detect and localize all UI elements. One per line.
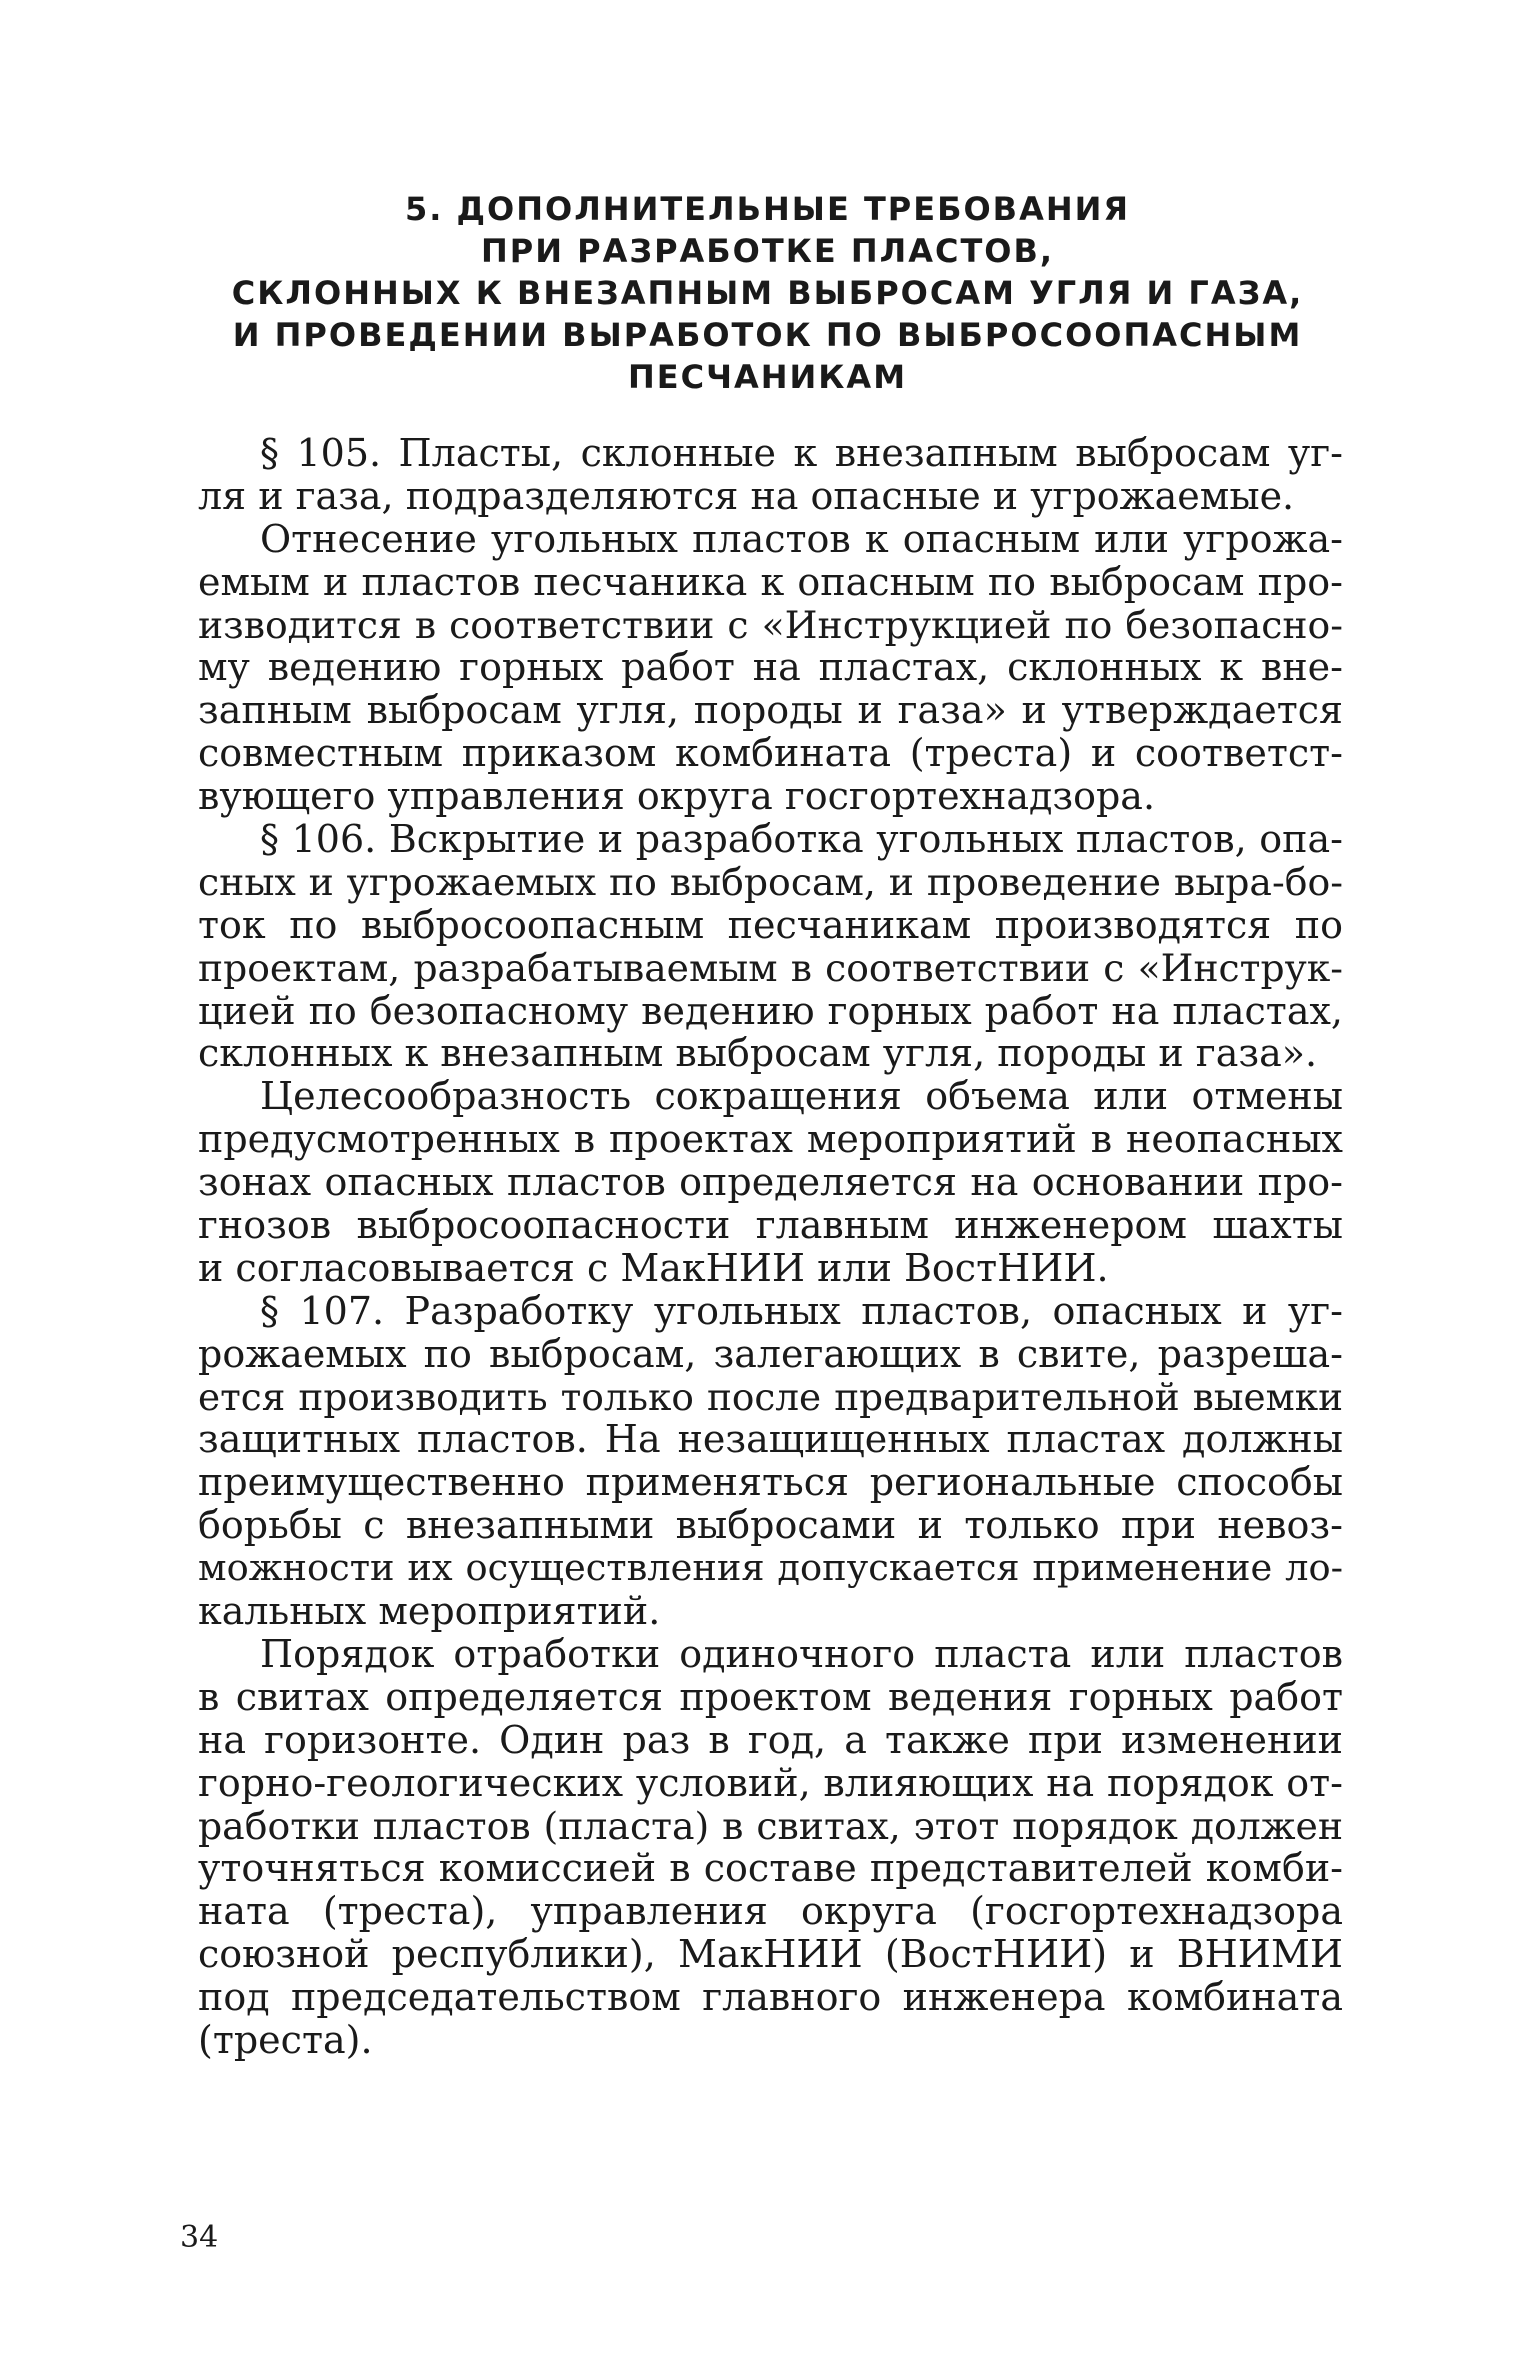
paragraph-classification-line: емым и пластов песчаника к опасным по выбросам про- [198, 559, 1343, 604]
paragraph-106-line: § 106. Вскрытие и разработка угольных пластов, опа- [260, 817, 1343, 862]
paragraph-expediency-line: зонах опасных пластов определяется на основании про- [198, 1160, 1343, 1205]
paragraph-order-line: Порядок отработки одиночного пласта или пластов [260, 1631, 1343, 1676]
paragraph-106-line: склонных к внезапным выбросам угля, породы и газа». [198, 1031, 1318, 1076]
paragraph-order-line: работки пластов (пласта) в свитах, этот порядок должен [198, 1803, 1343, 1848]
paragraph-order-line: горно-геологических условий, влияющих на порядок от- [198, 1760, 1343, 1805]
paragraph-classification-line: совместным приказом комбината (треста) и соответст- [198, 731, 1343, 776]
paragraph-107-line: преимущественно применяться региональные способы [198, 1460, 1343, 1505]
paragraph-classification-line: му ведению горных работ на пластах, склонных к вне- [198, 645, 1343, 690]
section-heading [200, 188, 1335, 398]
paragraph-classification-line: запным выбросам угля, породы и газа» и утверждается [198, 688, 1343, 733]
heading-line: ПЕСЧАНИКАМ [627, 358, 908, 396]
paragraph-107-line: ется производить только после предварительной выемки [198, 1374, 1343, 1419]
heading-line: 5. ДОПОЛНИТЕЛЬНЫЕ ТРЕБОВАНИЯ [404, 190, 1131, 228]
paragraph-107-line: защитных пластов. На незащищенных пластах должны [198, 1417, 1343, 1462]
paragraph-expediency-line: предусмотренных в проектах мероприятий в неопасных [198, 1117, 1343, 1162]
paragraph-106-line: цией по безопасному ведению горных работ на пластах, [198, 988, 1343, 1033]
paragraph-106-line: ток по выбросоопасным песчаникам производятся по [198, 902, 1343, 947]
paragraph-classification-line: вующего управления округа госгортехнадзора. [198, 774, 1156, 819]
paragraph-classification-line: изводится в соответствии с «Инструкцией по безопасно- [198, 602, 1343, 647]
paragraph-expediency-line: гнозов выбросоопасности главным инженером шахты [198, 1203, 1343, 1248]
heading-line: И ПРОВЕДЕНИИ ВЫРАБОТОК ПО ВЫБРОСООПАСНЫМ [232, 316, 1303, 354]
paragraph-107-line: кальных мероприятий. [198, 1589, 661, 1634]
paragraph-order-line: в свитах определяется проектом ведения горных работ [198, 1674, 1343, 1719]
body-text [198, 432, 1343, 2062]
paragraph-order-line: уточняться комиссией в составе представителей комби- [198, 1846, 1343, 1891]
paragraph-order-line: на горизонте. Один раз в год, а также при изменении [198, 1717, 1343, 1762]
paragraph-105-line: § 105. Пласты, склонные к внезапным выбросам уг- [260, 431, 1343, 475]
paragraph-order-line: (треста). [198, 2017, 373, 2062]
paragraph-107-line: рожаемых по выбросам, залегающих в свите, разреша- [198, 1331, 1343, 1376]
paragraph-order-line: ната (треста), управления округа (госгортехнадзора [198, 1889, 1343, 1934]
heading-line: СКЛОННЫХ К ВНЕЗАПНЫМ ВЫБРОСАМ УГЛЯ И ГАЗА, [231, 274, 1304, 312]
paragraph-order-line: под председательством главного инженера комбината [198, 1975, 1343, 2020]
paragraph-order-line: союзной республики), МакНИИ (ВостНИИ) и ВНИМИ [198, 1932, 1343, 1977]
paragraph-107-line: § 107. Разработку угольных пластов, опасных и уг- [260, 1288, 1343, 1333]
page-number: 34 [180, 2220, 219, 2255]
paragraph-classification-line: Отнесение угольных пластов к опасным или угрожа- [260, 516, 1343, 561]
paragraph-106-line: проектам, разрабатываемым в соответствии с «Инструк- [198, 945, 1343, 990]
paragraph-107-line: борьбы с внезапными выбросами и только при невоз- [198, 1503, 1343, 1548]
paragraph-106-line: сных и угрожаемых по выбросам, и проведение выра-бо- [198, 859, 1343, 904]
heading-line: ПРИ РАЗРАБОТКЕ ПЛАСТОВ, [480, 232, 1055, 270]
paragraph-expediency-line: и согласовывается с МакНИИ или ВостНИИ. [198, 1245, 1109, 1290]
paragraph-107-line: можности их осуществления допускается применение ло- [198, 1546, 1343, 1590]
paragraph-expediency-line: Целесообразность сокращения объема или отмены [260, 1074, 1343, 1119]
paragraph-105-line: ля и газа, подразделяются на опасные и угрожаемые. [198, 473, 1295, 518]
